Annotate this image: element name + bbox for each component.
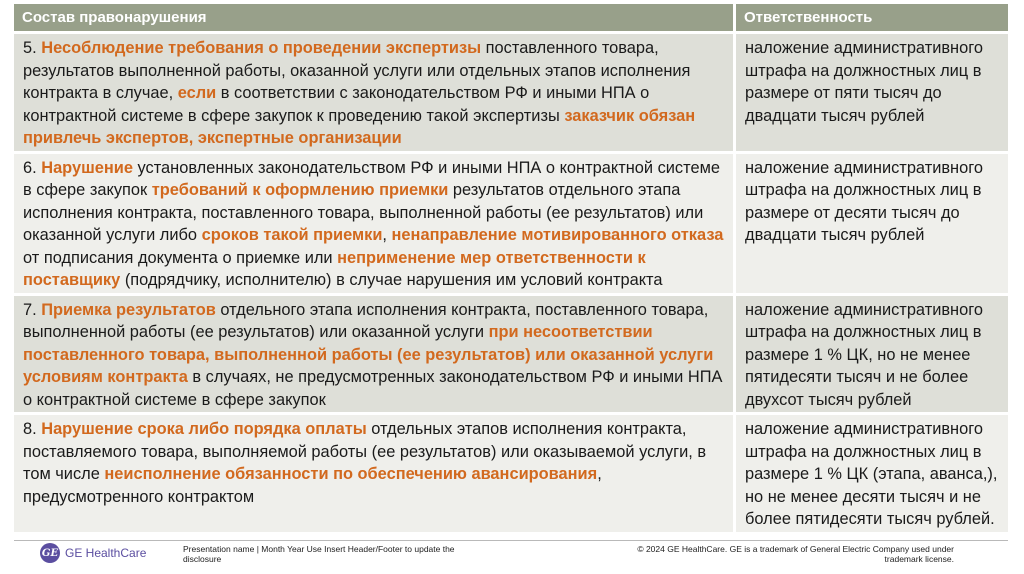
offense-text: отдельных этапов исполнения контракта, поставляемого товара, выполняемой работы (ее результатов) или оказываемой услуги, в том числе	[23, 420, 707, 483]
table-row	[14, 294, 1008, 414]
offense-text: отдельного этапа исполнения контракта, поставленного товара, выполненной работы (ее результатов) или оказанной услуги	[23, 300, 709, 341]
highlighted-text: сроков такой приемки	[201, 226, 383, 244]
offense-text: в соответствии с законодательством РФ и иными НПА о контрактной системе в сфере закупок к проведению такой экспертизы	[23, 84, 650, 125]
highlighted-text: требований к оформлению приемки	[151, 181, 449, 199]
highlighted-text: ненаправление мотивированного отказа	[391, 226, 724, 244]
highlighted-text: Нарушение	[41, 158, 133, 177]
offense-text: (подрядчику, исполнителю) в случае нарушения им условий контракта	[120, 271, 663, 289]
footer-divider	[14, 540, 1008, 541]
highlighted-text: если	[177, 84, 217, 102]
offense-cell	[14, 414, 735, 534]
highlighted-text: неисполнение обязанности по обеспечению авансирования	[104, 465, 598, 483]
offense-text: 8.	[23, 420, 42, 438]
liability-cell: наложение административного штрафа на должностных лиц в размере 1 % ЦК (этапа, аванса,), но не менее десяти тысяч и не более пятидесяти тысяч рублей.	[735, 414, 1009, 534]
table-row	[14, 152, 1008, 294]
offense-text: в случаях, не предусмотренных законодательством РФ и иными НПА о контрактной системе в сфере закупок	[23, 368, 723, 409]
offense-text: поставленного товара, результатов выполненной работы, оказанной услуги или отдельных этапов исполнения контракта в случае,	[23, 39, 691, 102]
offense-cell	[14, 152, 735, 294]
offense-text: установленных законодательством РФ и иными НПА о контрактной системе в сфере закупок	[23, 158, 720, 199]
highlighted-text: неприменение мер ответственности к поставщику	[23, 248, 646, 289]
offense-cell	[14, 33, 735, 153]
header-liability: Ответственность	[735, 4, 1009, 33]
offense-text: 6.	[23, 158, 42, 177]
highlighted-text: Приемка результатов	[41, 300, 216, 319]
liability-cell: наложение административного штрафа на должностных лиц в размере от десяти тысяч до двадцати тысяч рублей	[735, 152, 1009, 294]
offense-text: ,	[382, 226, 392, 244]
liability-cell: наложение административного штрафа на должностных лиц в размере от пяти тысяч до двадцати тысяч рублей	[735, 33, 1009, 153]
offense-text: , предусмотренного контрактом	[23, 465, 602, 506]
offense-text: от подписания документа о приемке или	[23, 248, 338, 267]
logo-wordmark: GE HealthCare	[65, 546, 147, 560]
offense-cell	[14, 294, 735, 414]
offense-text: 7.	[23, 300, 42, 319]
ge-healthcare-logo	[40, 543, 146, 563]
header-offense: Состав правонарушения	[14, 4, 735, 33]
highlighted-text: Нарушение срока либо порядка оплаты	[41, 420, 367, 438]
table-header-row	[14, 4, 1008, 33]
highlighted-text: при несоответствии поставленного товара, выполненной работы (ее результатов) или оказанной услуги условиям контракта	[23, 323, 714, 386]
penalties-table	[14, 4, 1008, 535]
table-row	[14, 33, 1008, 153]
liability-cell: наложение административного штрафа на должностных лиц в размере 1 % ЦК, но не менее пятидесяти тысяч и не более двухсот тысяч рублей	[735, 294, 1009, 414]
highlighted-text: заказчик обязан привлечь экспертов, экспертные организации	[23, 106, 696, 147]
table-row	[14, 414, 1008, 534]
footer-copyright: © 2024 GE HealthCare. GE is a trademark of General Electric Company used under trademark license.	[637, 544, 954, 564]
offense-text: 5.	[23, 39, 42, 57]
offense-text: результатов отдельного этапа исполнения контракта, поставленного товара, выполненной работы (ее результатов) или оказанной услуги либо	[23, 181, 704, 244]
highlighted-text: Несоблюдение требования о проведении экспертизы	[41, 39, 482, 57]
ge-monogram-icon: GE	[40, 543, 60, 563]
footer-disclosure: Presentation name | Month Year Use Insert Header/Footer to update the disclosure	[183, 544, 455, 564]
